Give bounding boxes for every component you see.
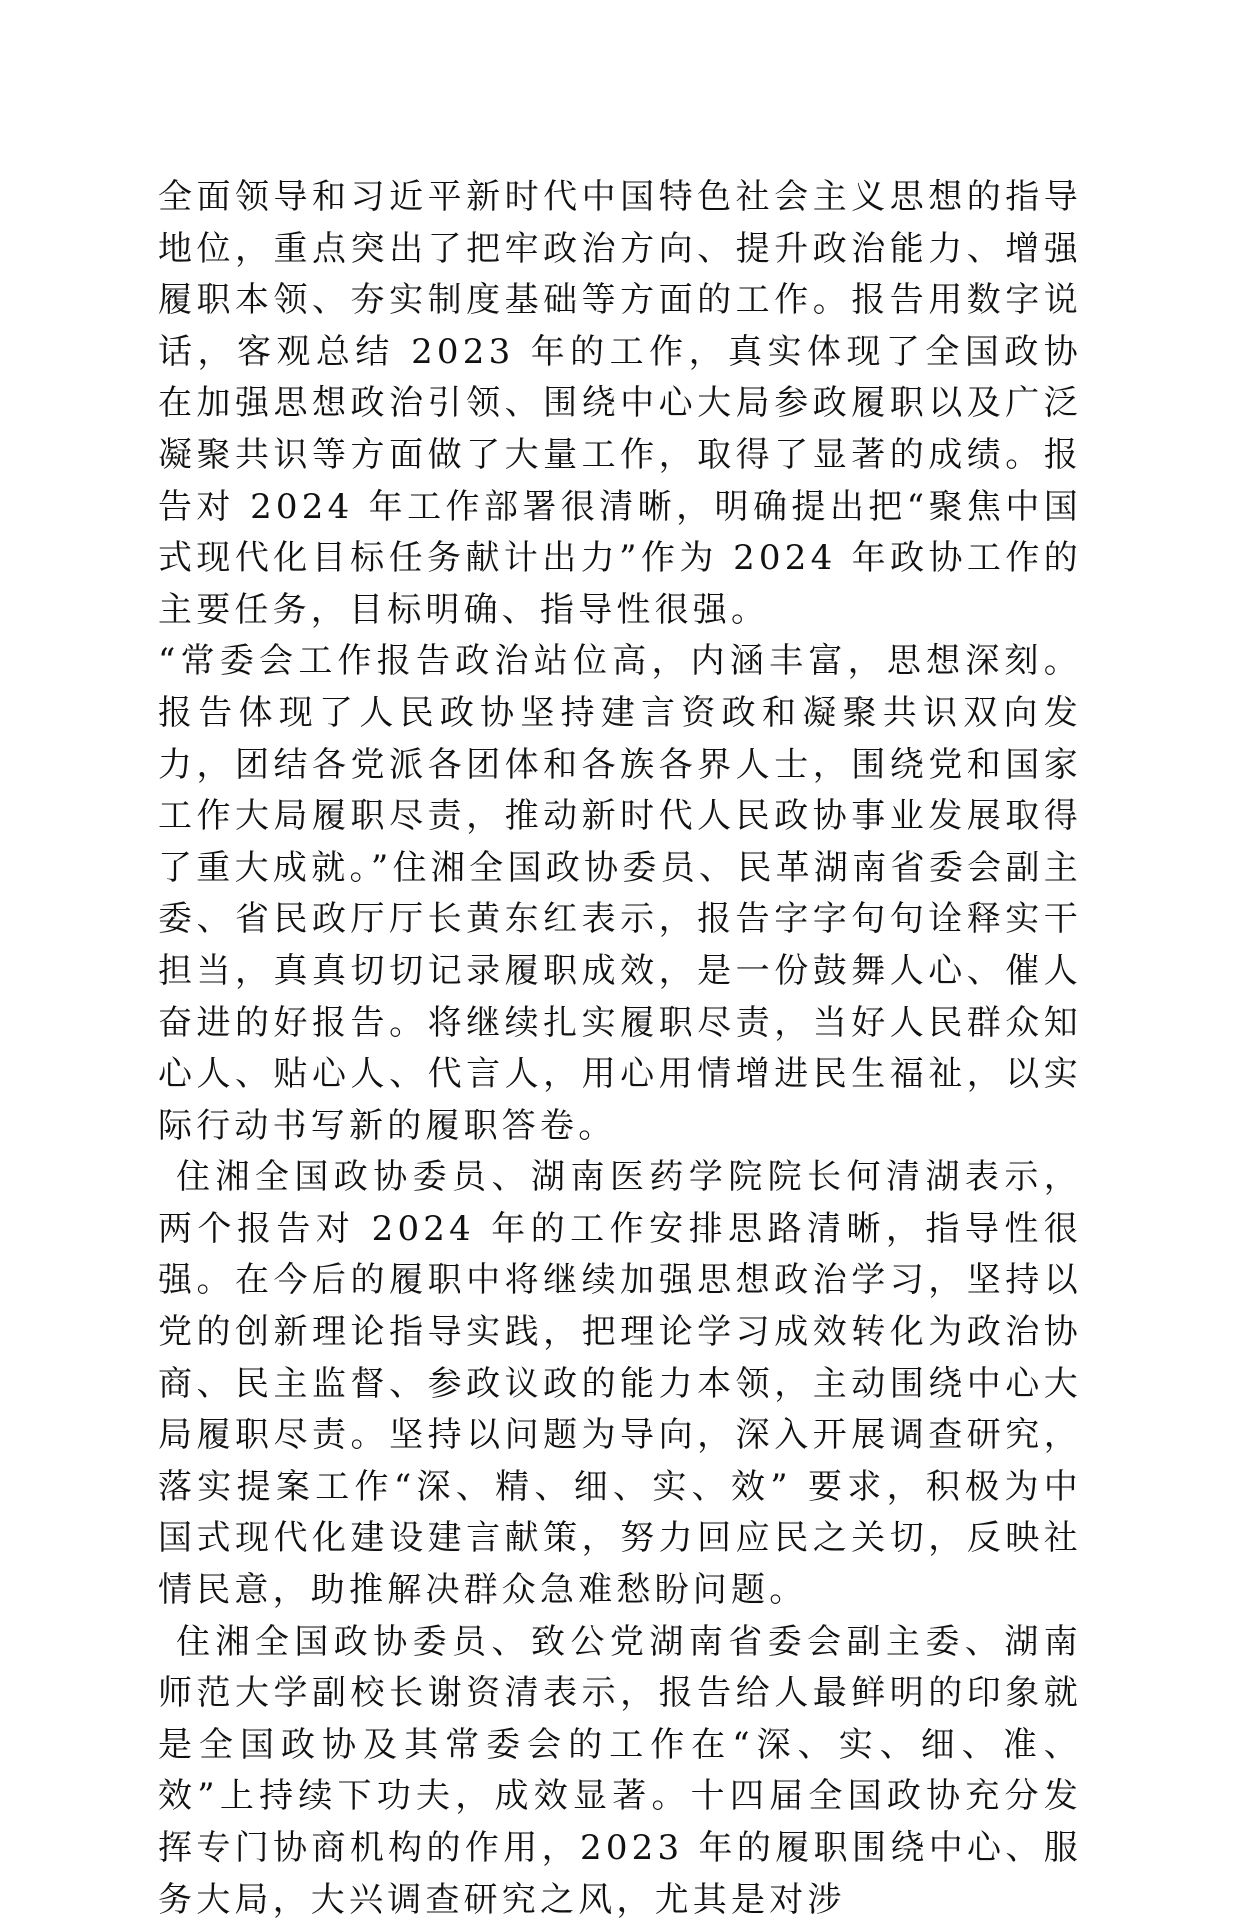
paragraph-xie-ziqing: 住湘全国政协委员、致公党湖南省委会副主委、湖南师范大学副校长谢资清表示，报告给人最鲜明的印象就是全国政协及其常委会的工作在“深、实、细、准、效”上持续下功夫，成效显著。十四届全国政协充分发挥专门协商机构的作用，2023 年的履职围绕中心、服务大局，大兴调查研究之风，尤其是对涉 bbox=[158, 1621, 1082, 1920]
document-body bbox=[158, 172, 1082, 1926]
paragraph-huang-donghong: “常委会工作报告政治站位高，内涵丰富，思想深刻。报告体现了人民政协坚持建言资政和凝聚共识双向发力，团结各党派各团体和各族各界人士，围绕党和国家工作大局履职尽责，推动新时代人民政协事业发展取得了重大成就。”住湘全国政协委员、民革湖南省委会副主委、省民政厅厅长黄东红表示，报告字字句句诠释实干担当，真真切切记录履职成效，是一份鼓舞人心、催人奋进的好报告。将继续扎实履职尽责，当好人民群众知心人、贴心人、代言人，用心用情增进民生福祉，以实际行动书写新的履职答卷。 bbox=[158, 641, 1082, 1146]
paragraph-continued: 全面领导和习近平新时代中国特色社会主义思想的指导地位，重点突出了把牢政治方向、提升政治能力、增强履职本领、夯实制度基础等方面的工作。报告用数字说话，客观总结 2023 年的工作，真实体现了全国政协在加强思想政治引领、围绕中心大局参政履职以及广泛凝聚共识等方面做了大量工作，取得了显著的成绩。报告对 2024 年工作部署很清晰，明确提出把“聚焦中国式现代化目标任务献计出力”作为 2024 年政协工作的主要任务，目标明确、指导性很强。 bbox=[158, 177, 1082, 630]
paragraph-he-qinghu: 住湘全国政协委员、湖南医药学院院长何清湖表示，两个报告对 2024 年的工作安排思路清晰，指导性很强。在今后的履职中将继续加强思想政治学习，坚持以党的创新理论指导实践，把理论学习成效转化为政治协商、民主监督、参政议政的能力本领，主动围绕中心大局履职尽责。坚持以问题为导向，深入开展调查研究，落实提案工作“深、精、细、实、效” 要求，积极为中国式现代化建设建言献策，努力回应民之关切，反映社情民意，助推解决群众急难愁盼问题。 bbox=[158, 1157, 1082, 1611]
